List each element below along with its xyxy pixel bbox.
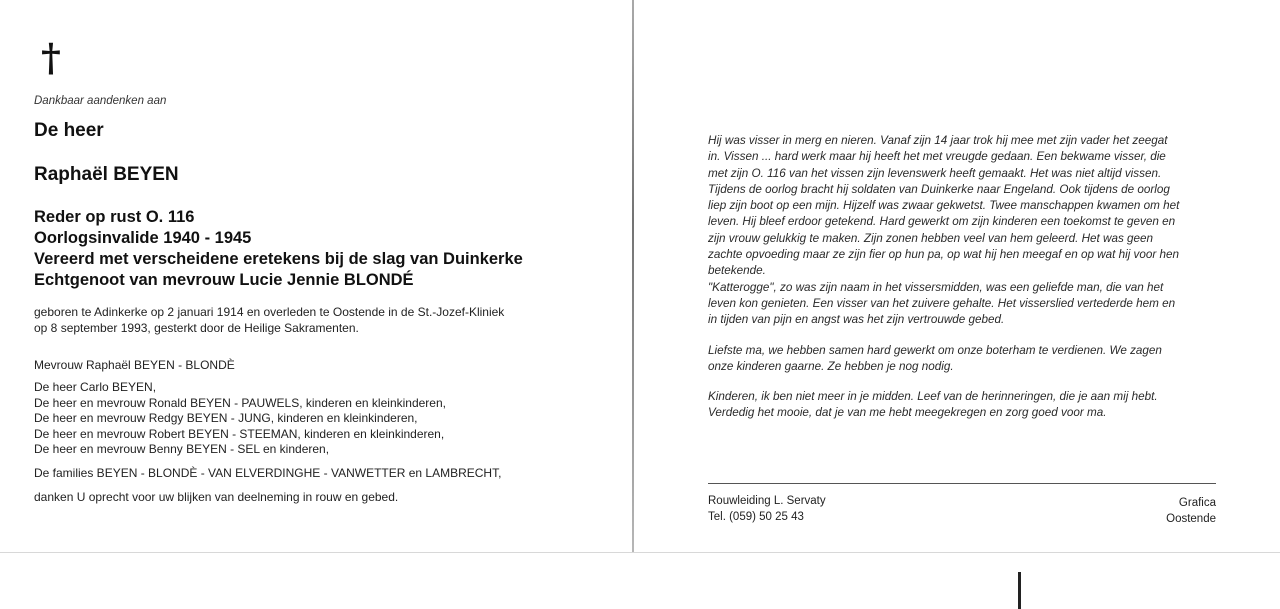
prose-line: betekende. [708,264,766,278]
prose-line: leven. Hij bleef erdoor getekend. Hard gewerkt om zijn kinderen een toekomst te geven en [708,215,1176,229]
title-line: Oorlogsinvalide 1940 - 1945 [34,229,252,247]
tribute-paragraph [708,133,1216,329]
title-line: Reder op rust O. 116 [34,208,195,226]
tribute-text [708,133,1216,422]
divider [708,483,1216,484]
tribute-paragraph [708,389,1216,422]
salutation: De heer [34,120,104,141]
family-list [34,380,446,458]
funeral-name: Rouwleiding L. Servaty [708,495,826,507]
title-line: Vereerd met verscheidene eretekens bij de slag van Duinkerke [34,250,523,268]
prose-line: in. Vissen ... hard werk maar hij heeft het met vreugde gedaan. Een bekwame visser, die [708,150,1166,164]
prose-line: Kinderen, ik ben niet meer in je midden. Leef van de herinneringen, die je aan mij hebt. [708,390,1158,404]
fold-line [632,0,634,552]
cross-icon: † [41,35,61,80]
titles-block [34,207,604,291]
family-item: De heer en mevrouw Benny BEYEN - SEL en kinderen, [34,442,330,457]
intro-text: Dankbaar aandenken aan [34,95,167,107]
birth-line: op 8 september 1993, gesterkt door de Heilige Sakramenten. [34,320,359,335]
prose-line: liep zijn boot op een mijn. Hijzelf was zwaar gekwetst. Twee manschappen kwamen om het [708,199,1180,213]
prose-line: zachte opvoeding maar ze zijn fier op hun pa, op wat hij hen meegaf en op wat hij voor hen [708,248,1180,262]
prose-line: in tijden van pijn en angst was het zijn vertrouwde gebed. [708,313,1005,327]
prose-line: zijn vrouw gelukkig te maken. Zijn zonen hebben veel van hem geleerd. Het was geen [708,231,1154,245]
funeral-phone: Tel. (059) 50 25 43 [708,510,804,523]
prose-line: Verdedig het mooie, dat je van me hebt meegekregen en zorg goed voor ma. [708,406,1107,420]
birth-death-text [34,305,614,336]
prose-line: "Katterogge", zo was zijn naam in het vissersmidden, was een geliefde man, die van het [708,280,1164,294]
prose-line: met zijn O. 116 van het vissen zijn levenswerk heeft gemaakt. Het was niet altijd vissen. [708,166,1162,180]
tribute-paragraph [708,343,1216,376]
family-item: De heer en mevrouw Robert BEYEN - STEEMAN, kinderen en kleinkinderen, [34,426,445,441]
prose-line: Hij was visser in merg en nieren. Vanaf zijn 14 jaar trok hij mee met zijn vader het zeegat [708,134,1168,147]
family-item: De heer en mevrouw Redgy BEYEN - JUNG, kinderen en kleinkinderen, [34,411,418,426]
prose-line: leven kon genieten. Een visser van het zuivere gehalte. Het visserslied vertederde hem en [708,296,1176,310]
deceased-name: Raphaël BEYEN [34,164,179,185]
family-item: De heer en mevrouw Ronald BEYEN - PAUWELS, kinderen en kleinkinderen, [34,395,446,410]
prose-line: Tijdens de oorlog bracht hij soldaten van Duinkerke naar Engeland. Ook tijdens de oorlog [708,182,1170,196]
families-line: De families BEYEN - BLONDÈ - VAN ELVERDINGHE - VANWETTER en LAMBRECHT, [34,466,502,480]
birth-line: geboren te Adinkerke op 2 januari 1914 en overleden te Oostende in de St.-Jozef-Kliniek [34,305,505,319]
prose-line: Liefste ma, we hebben samen hard gewerkt om onze boterham te verdienen. We zagen [708,343,1162,357]
printer-name: Grafica [1178,497,1216,509]
scan-mark [1018,572,1021,609]
thanks-line: danken U oprecht voor uw blijken van deelneming in rouw en gebed. [34,490,399,504]
title-line: Echtgenoot van mevrouw Lucie Jennie BLONDÉ [34,271,414,289]
widow-name: Mevrouw Raphaël BEYEN - BLONDÈ [34,358,235,372]
printer-city: Oostende [1166,512,1216,525]
printer-credit [1100,496,1216,527]
prose-line: onze kinderen gaarne. Ze hebben je nog nodig. [708,359,954,373]
family-item: De heer Carlo BEYEN, [34,380,157,394]
card-bottom-edge [0,552,1280,553]
funeral-director [708,494,826,525]
